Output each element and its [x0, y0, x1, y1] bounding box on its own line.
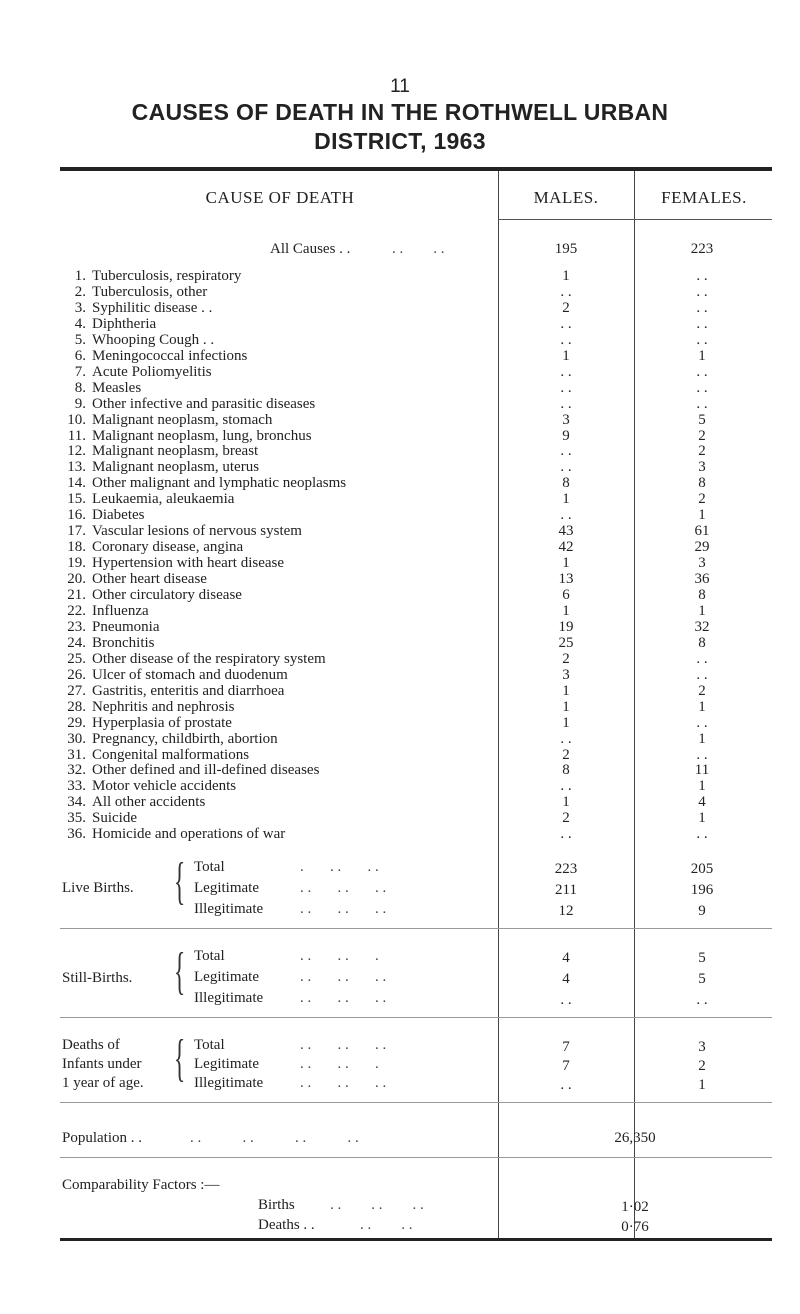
- cause-males: 2: [562, 299, 570, 316]
- cause-number: 30.: [67, 730, 86, 747]
- cause-females: 1: [698, 347, 706, 364]
- cause-females: . .: [696, 826, 708, 843]
- infant-deaths-total-label: Total: [194, 1037, 225, 1053]
- still-births-total-females: 5: [698, 950, 706, 966]
- live-births-illegitimate-label: Illegitimate: [194, 901, 264, 917]
- cause-females: 1: [698, 698, 706, 715]
- cause-row: [62, 651, 768, 668]
- cause-label: Malignant neoplasm, breast: [92, 443, 259, 460]
- cause-label: Pregnancy, childbirth, abortion: [92, 730, 278, 747]
- cause-females: . .: [696, 746, 708, 763]
- live-births-legitimate-label: Legitimate: [194, 880, 259, 896]
- cause-males: 13: [558, 571, 574, 588]
- cause-row: [62, 459, 768, 476]
- cause-males: 6: [562, 587, 570, 603]
- cause-row: [62, 443, 768, 460]
- still-births-illegitimate-males: . .: [560, 992, 572, 1008]
- cause-number: 36.: [67, 826, 86, 843]
- cause-label: Motor vehicle accidents: [92, 778, 237, 795]
- cause-number: 28.: [67, 698, 86, 715]
- cause-number: 33.: [67, 778, 86, 795]
- cause-label: Malignant neoplasm, lung, bronchus: [92, 427, 312, 444]
- cause-males: 8: [562, 762, 570, 779]
- cause-males: 8: [562, 475, 570, 492]
- still-births-label: Still-Births.: [62, 970, 133, 986]
- live-births-total-label: Total: [194, 859, 225, 875]
- cause-males: . .: [560, 507, 572, 524]
- infant-deaths-illegitimate-females: 1: [698, 1077, 706, 1093]
- cause-males: . .: [560, 331, 572, 348]
- cause-label: Influenza: [92, 602, 149, 619]
- live-births-legitimate-males: 211: [555, 882, 577, 898]
- cause-number: 19.: [67, 555, 86, 572]
- live-births-illegitimate-males: 12: [558, 903, 574, 919]
- cause-number: 10.: [67, 411, 86, 428]
- population-label: Population . .: [62, 1130, 143, 1146]
- cause-males: 2: [562, 746, 570, 763]
- cause-label: Pneumonia: [92, 618, 160, 635]
- cause-females: 1: [698, 730, 706, 747]
- cause-males: 3: [562, 666, 570, 683]
- cause-number: 14.: [67, 475, 86, 492]
- cause-label: Suicide: [92, 810, 137, 827]
- cause-label: Syphilitic disease . .: [92, 299, 213, 316]
- cause-females: 1: [698, 602, 706, 619]
- cause-row: [62, 810, 768, 827]
- still-births-illegitimate-females: . .: [696, 992, 708, 1008]
- cause-label: Nephritis and nephrosis: [92, 698, 235, 715]
- cause-label: Tuberculosis, respiratory: [92, 268, 242, 284]
- cause-males: 3: [562, 411, 570, 428]
- live-births-total-males: 223: [554, 861, 578, 877]
- cause-females: 4: [698, 794, 706, 811]
- cause-females: 36: [694, 571, 710, 588]
- infant-deaths-illegitimate-males: . .: [560, 1077, 572, 1093]
- cause-females: . .: [696, 268, 708, 284]
- cause-females: . .: [696, 714, 708, 731]
- still-births-brace: {: [174, 943, 186, 1000]
- cause-row: [62, 348, 768, 365]
- cause-males: 1: [562, 555, 570, 572]
- cause-number: 32.: [67, 762, 86, 779]
- cause-females: 8: [698, 587, 706, 603]
- cause-row: [62, 778, 768, 795]
- cause-males: 1: [562, 268, 570, 284]
- cause-label: Tuberculosis, other: [92, 283, 208, 300]
- comparability-label: Comparability Factors :—: [62, 1177, 220, 1193]
- cause-females: . .: [696, 666, 708, 683]
- cause-males: 2: [562, 650, 570, 667]
- cause-females: 61: [694, 523, 710, 540]
- cause-females: 1: [698, 778, 706, 795]
- page-title-line-1: CAUSES OF DEATH IN THE ROTHWELL URBAN: [131, 99, 669, 125]
- cause-row: [62, 268, 768, 285]
- cause-row: [62, 507, 768, 524]
- cause-number: 29.: [67, 714, 86, 731]
- cause-row: [62, 539, 768, 556]
- comparability-births-value: 1·02: [621, 1199, 649, 1215]
- cause-row: [62, 428, 768, 445]
- table-top-rule: [60, 167, 772, 171]
- cause-row: [62, 284, 768, 301]
- all-causes-males: 195: [554, 241, 578, 257]
- cause-row: [62, 380, 768, 397]
- cause-males: 1: [562, 714, 570, 731]
- infant-deaths-legitimate-females: 2: [698, 1058, 706, 1074]
- cause-row: [62, 412, 768, 429]
- comparability-deaths-value: 0·76: [621, 1219, 649, 1235]
- cause-males: 2: [562, 810, 570, 827]
- still-births-total-label: Total: [194, 948, 225, 964]
- cause-number: 3.: [74, 299, 86, 316]
- cause-number: 7.: [74, 363, 86, 380]
- cause-males: . .: [560, 730, 572, 747]
- cause-label: Other defined and ill-defined diseases: [92, 762, 320, 779]
- cause-row: [62, 619, 768, 636]
- cause-label: Malignant neoplasm, uterus: [92, 459, 260, 476]
- cause-row: [62, 731, 768, 748]
- page-title-line-2: DISTRICT, 1963: [314, 128, 486, 154]
- infant-deaths-illegitimate-label: Illegitimate: [194, 1075, 264, 1091]
- cause-row: [62, 587, 768, 604]
- cause-row: [62, 475, 768, 492]
- cause-label: Vascular lesions of nervous system: [92, 523, 302, 540]
- cause-label: Malignant neoplasm, stomach: [92, 411, 273, 428]
- live-births-legitimate-females: 196: [690, 882, 714, 898]
- header-males: MALES.: [533, 188, 599, 207]
- still-births-illegitimate-label: Illegitimate: [194, 990, 264, 1006]
- cause-label: Other circulatory disease: [92, 587, 242, 603]
- cause-number: 34.: [67, 794, 86, 811]
- all-causes-females: 223: [690, 241, 714, 257]
- cause-label: Diabetes: [92, 507, 145, 524]
- cause-number: 17.: [67, 523, 86, 540]
- cause-label: Congenital malformations: [92, 746, 250, 763]
- infant-deaths-label-2: Infants under: [62, 1056, 142, 1072]
- cause-females: 3: [698, 459, 706, 476]
- cause-label: Other infective and parasitic diseases: [92, 395, 316, 412]
- cause-label: Coronary disease, angina: [92, 539, 244, 556]
- cause-males: . .: [560, 395, 572, 412]
- cause-males: . .: [560, 443, 572, 460]
- cause-number: 35.: [67, 810, 86, 827]
- cause-number: 5.: [74, 331, 86, 348]
- cause-label: Other heart disease: [92, 571, 207, 588]
- table-bottom-rule: [60, 1238, 772, 1241]
- cause-females: . .: [696, 363, 708, 380]
- cause-males: . .: [560, 363, 572, 380]
- cause-number: 21.: [67, 587, 86, 603]
- cause-row: [62, 300, 768, 317]
- cause-label: Acute Poliomyelitis: [92, 363, 212, 380]
- cause-label: Whooping Cough . .: [92, 331, 215, 348]
- cause-row: [62, 715, 768, 732]
- cause-males: . .: [560, 283, 572, 300]
- cause-number: 27.: [67, 682, 86, 699]
- cause-number: 16.: [67, 507, 86, 524]
- infant-deaths-brace: {: [174, 1030, 186, 1087]
- cause-females: 8: [698, 475, 706, 492]
- cause-row: [62, 491, 768, 508]
- cause-males: 1: [562, 347, 570, 364]
- infant-deaths-label-3: 1 year of age.: [62, 1075, 144, 1091]
- cause-label: Meningococcal infections: [92, 347, 248, 364]
- cause-males: 42: [558, 539, 574, 556]
- cause-females: 8: [698, 634, 706, 651]
- cause-males: 1: [562, 698, 570, 715]
- cause-females: . .: [696, 395, 708, 412]
- cause-females: 2: [698, 491, 706, 508]
- cause-females: 2: [698, 443, 706, 460]
- infant-deaths-total-females: 3: [698, 1039, 706, 1055]
- still-births-legitimate-label: Legitimate: [194, 969, 259, 985]
- cause-number: 4.: [74, 315, 86, 332]
- cause-row: [62, 762, 768, 779]
- still-births-rule: [60, 1017, 772, 1018]
- live-births-illegitimate-females: 9: [698, 903, 706, 919]
- live-births-rule: [60, 928, 772, 929]
- comparability-deaths-label: Deaths . .: [258, 1217, 315, 1233]
- cause-label: Homicide and operations of war: [92, 826, 286, 843]
- cause-label: Hyperplasia of prostate: [92, 714, 232, 731]
- cause-number: 24.: [67, 634, 86, 651]
- infant-deaths-label-1: Deaths of: [62, 1037, 120, 1053]
- cause-number: 20.: [67, 571, 86, 588]
- cause-males: 1: [562, 602, 570, 619]
- cause-females: . .: [696, 379, 708, 396]
- cause-number: 13.: [67, 459, 86, 476]
- live-births-label: Live Births.: [62, 880, 134, 896]
- cause-number: 6.: [74, 347, 86, 364]
- cause-label: Gastritis, enteritis and diarrhoea: [92, 682, 285, 699]
- cause-females: 3: [698, 555, 706, 572]
- page-number: 11: [390, 76, 410, 97]
- cause-label: Ulcer of stomach and duodenum: [92, 666, 288, 683]
- cause-label: Leukaemia, aleukaemia: [92, 491, 235, 508]
- cause-males: 1: [562, 491, 570, 508]
- cause-males: 43: [558, 523, 574, 540]
- comparability-births-label: Births: [258, 1197, 295, 1213]
- still-births-legitimate-females: 5: [698, 971, 706, 987]
- cause-females: 2: [698, 682, 706, 699]
- cause-females: 29: [694, 539, 710, 556]
- all-causes-label: All Causes . .: [270, 241, 351, 257]
- cause-males: 1: [562, 794, 570, 811]
- cause-number: 18.: [67, 539, 86, 556]
- cause-females: 2: [698, 427, 706, 444]
- live-births-total-females: 205: [690, 861, 714, 877]
- cause-number: 15.: [67, 491, 86, 508]
- cause-males: . .: [560, 315, 572, 332]
- cause-males: . .: [560, 778, 572, 795]
- cause-females: 11: [694, 762, 710, 779]
- header-females: FEMALES.: [661, 188, 747, 207]
- cause-males: 19: [558, 618, 574, 635]
- cause-label: Other malignant and lymphatic neoplasms: [92, 475, 347, 492]
- cause-row: [62, 523, 768, 540]
- live-births-brace: {: [174, 853, 186, 910]
- cause-row: [62, 667, 768, 684]
- cause-males: 1: [562, 682, 570, 699]
- all-causes-row: All Causes . . . . . . 195 223: [62, 241, 768, 258]
- cause-females: . .: [696, 283, 708, 300]
- cause-row: [62, 699, 768, 716]
- infant-deaths-legitimate-label: Legitimate: [194, 1056, 259, 1072]
- cause-number: 26.: [67, 666, 86, 683]
- cause-row: [62, 332, 768, 349]
- cause-number: 23.: [67, 618, 86, 635]
- still-births-legitimate-males: 4: [562, 971, 570, 987]
- still-births-total-males: 4: [562, 950, 570, 966]
- cause-row: [62, 555, 768, 572]
- cause-row: [62, 826, 768, 843]
- cause-males: 9: [562, 427, 570, 444]
- cause-row: [62, 635, 768, 652]
- population-rule: [60, 1157, 772, 1158]
- cause-number: 31.: [67, 746, 86, 763]
- cause-females: . .: [696, 331, 708, 348]
- cause-label: Diphtheria: [92, 315, 157, 332]
- cause-number: 2.: [74, 283, 86, 300]
- cause-label: All other accidents: [92, 794, 206, 811]
- cause-number: 8.: [74, 379, 86, 396]
- cause-number: 25.: [67, 650, 86, 667]
- cause-row: [62, 571, 768, 588]
- cause-males: . .: [560, 826, 572, 843]
- cause-females: 1: [698, 810, 706, 827]
- infant-deaths-rule: [60, 1102, 772, 1103]
- infant-deaths-total-males: 7: [562, 1039, 570, 1055]
- cause-number: 22.: [67, 602, 86, 619]
- cause-males: . .: [560, 459, 572, 476]
- cause-females: . .: [696, 299, 708, 316]
- header-rule: [498, 219, 772, 220]
- cause-row: [62, 794, 768, 811]
- cause-number: 9.: [74, 395, 86, 412]
- cause-row: [62, 747, 768, 764]
- cause-females: 32: [694, 618, 710, 635]
- cause-females: . .: [696, 315, 708, 332]
- cause-label: Measles: [92, 379, 142, 396]
- cause-number: 12.: [67, 443, 86, 460]
- cause-males: . .: [560, 379, 572, 396]
- cause-number: 11.: [67, 427, 86, 444]
- cause-number: 1.: [74, 268, 86, 284]
- cause-row: [62, 603, 768, 620]
- cause-males: 25: [558, 634, 574, 651]
- cause-label: Bronchitis: [92, 634, 155, 651]
- cause-females: 5: [698, 411, 706, 428]
- cause-row: [62, 683, 768, 700]
- cause-label: Other disease of the respiratory system: [92, 650, 326, 667]
- cause-label: Hypertension with heart disease: [92, 555, 285, 572]
- header-cause: CAUSE OF DEATH: [205, 188, 355, 207]
- cause-females: . .: [696, 650, 708, 667]
- infant-deaths-legitimate-males: 7: [562, 1058, 570, 1074]
- cause-row: [62, 396, 768, 413]
- cause-females: 1: [698, 507, 706, 524]
- population-value: 26,350: [614, 1130, 656, 1146]
- cause-row: [62, 316, 768, 333]
- cause-row: [62, 364, 768, 381]
